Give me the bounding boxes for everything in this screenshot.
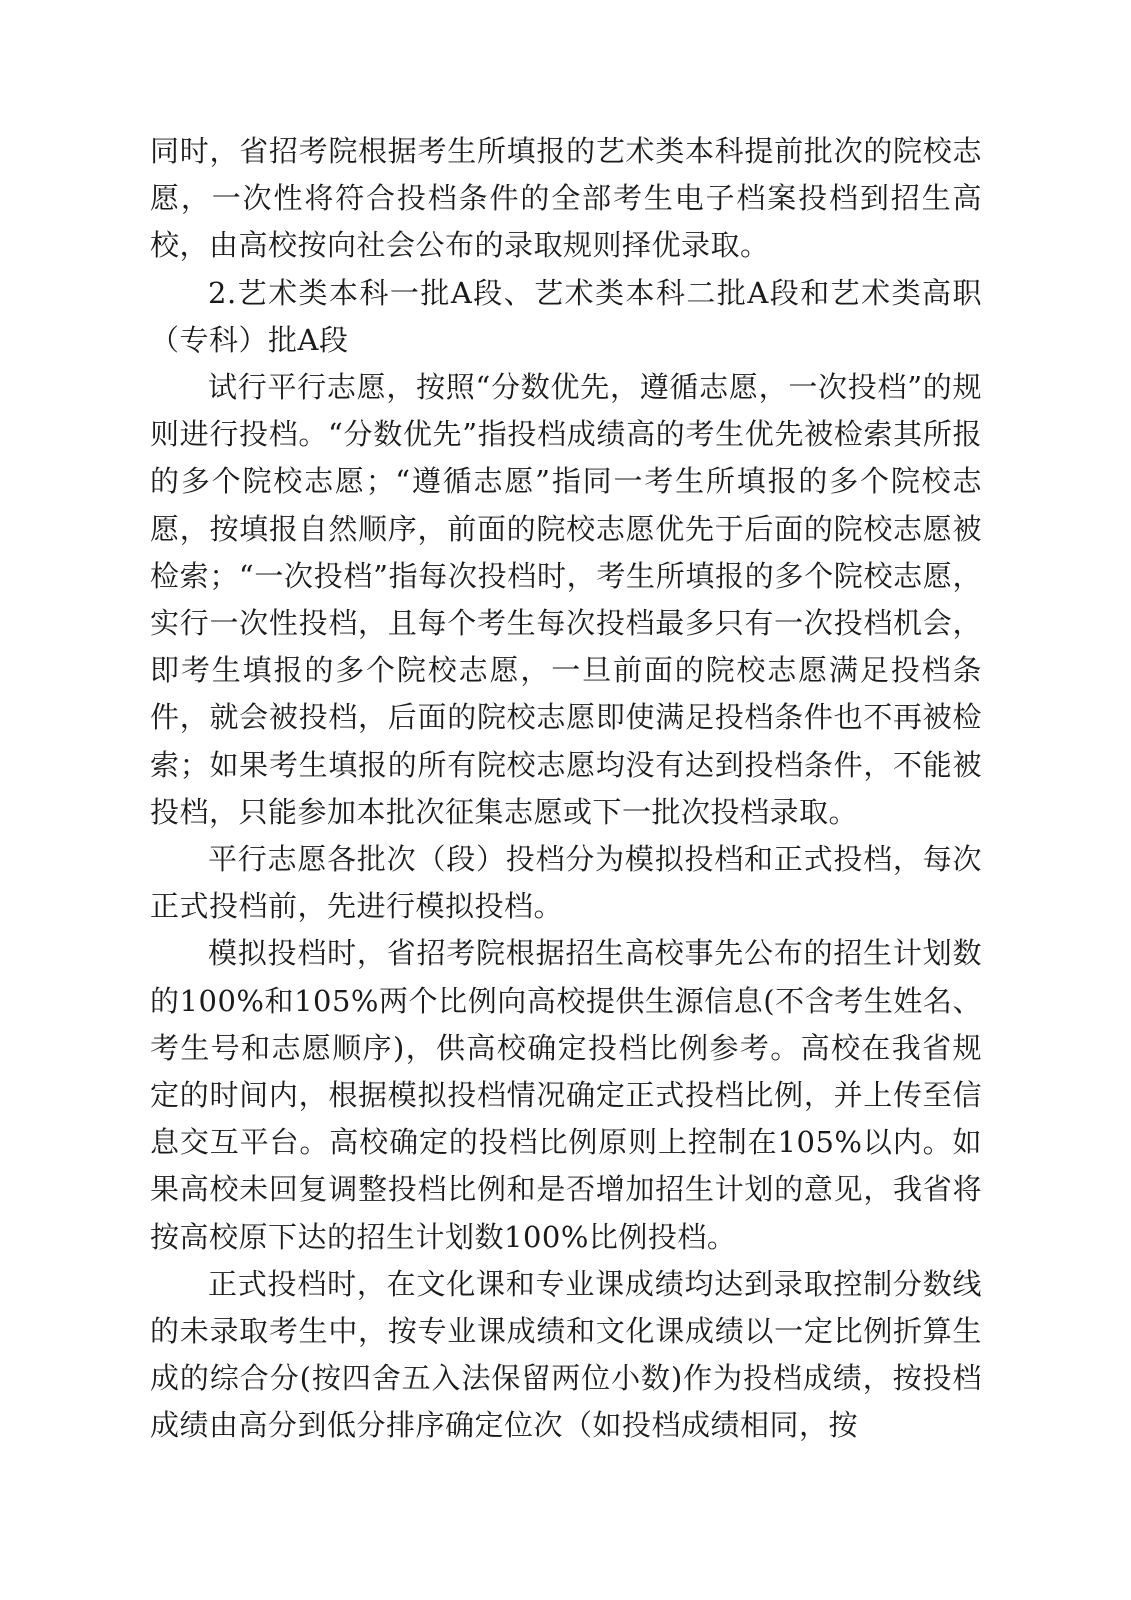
section-heading: 2.艺术类本科一批A段、艺术类本科二批A段和艺术类高职（专科）批A段 (150, 275, 982, 357)
paragraph-formal-filing: 正式投档时，在文化课和专业课成绩均达到录取控制分数线的未录取考生中，按专业课成绩和文化课成绩以一定比例折算生成的综合分(按四舍五入法保留两位小数)作为投档成绩，按投档成绩由高分到低分排序确定位次（如投档成绩相同，按 (150, 1266, 982, 1443)
paragraph-simulated-filing: 模拟投档时，省招考院根据招生高校事先公布的招生计划数的100%和105%两个比例向高校提供生源信息(不含考生姓名、考生号和志愿顺序)，供高校确定投档比例参考。高校在我省规定的时间内，根据模拟投档情况确定正式投档比例，并上传至信息交互平台。高校确定的投档比例原则上控制在105%以内。如果高校未回复调整投档比例和是否增加招生计划的意见，我省将按高校原下达的招生计划数100%比例投档。 (150, 936, 982, 1254)
paragraph-parallel-volunteer-rules: 试行平行志愿，按照“分数优先，遵循志愿，一次投档”的规则进行投档。“分数优先”指投档成绩高的考生优先被检索其所报的多个院校志愿；“遵循志愿”指同一考生所填报的多个院校志愿，按填报自然顺序，前面的院校志愿优先于后面的院校志愿被检索；“一次投档”指每次投档时，考生所填报的多个院校志愿，实行一次性投档，且每个考生每次投档最多只有一次投档机会，即考生填报的多个院校志愿，一旦前面的院校志愿满足投档条件，就会被投档，后面的院校志愿即使满足投档条件也不再被检索；如果考生填报的所有院校志愿均没有达到投档条件，不能被投档，只能参加本批次征集志愿或下一批次投档录取。 (150, 370, 982, 829)
paragraph-simulated-formal-filing: 平行志愿各批次（段）投档分为模拟投档和正式投档，每次正式投档前，先进行模拟投档。 (150, 842, 982, 924)
document-page (150, 128, 982, 1450)
paragraph-continuation: 同时，省招考院根据考生所填报的艺术类本科提前批次的院校志愿，一次性将符合投档条件的全部考生电子档案投档到招生高校，由高校按向社会公布的录取规则择优录取。 (150, 134, 982, 263)
